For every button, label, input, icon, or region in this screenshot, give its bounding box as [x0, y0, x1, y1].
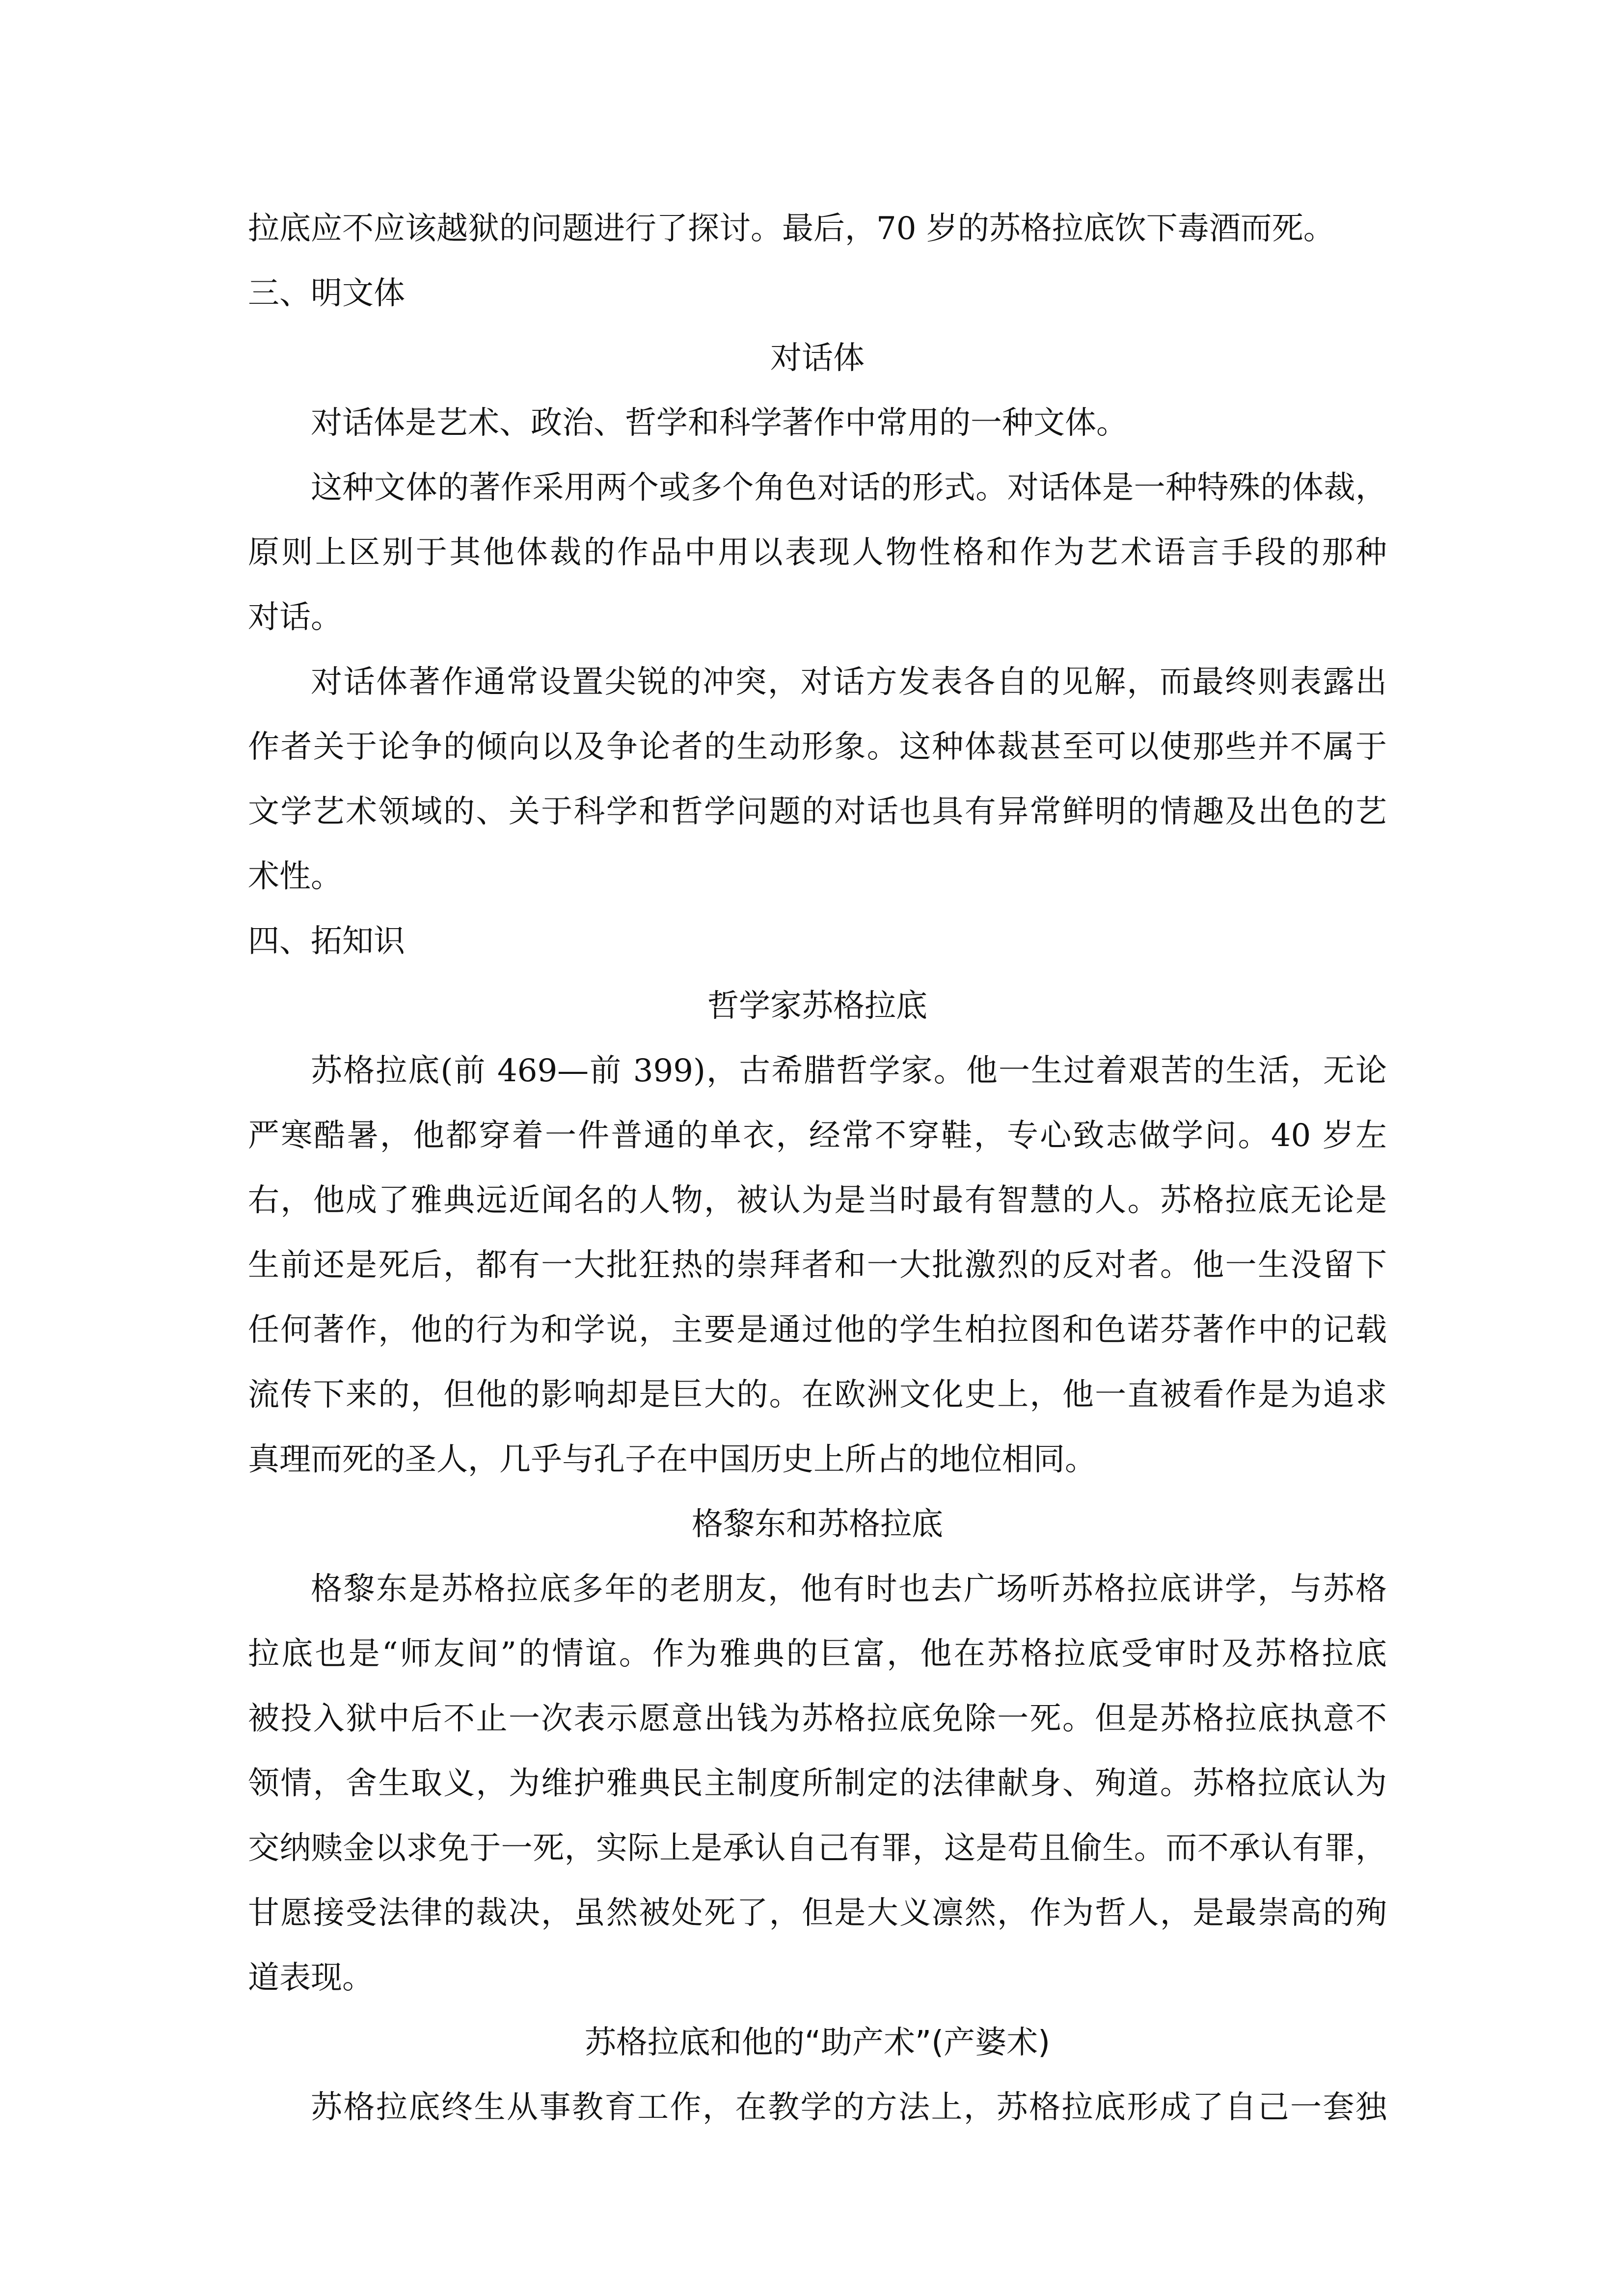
text-line: 原则上区别于其他体裁的作品中用以表现人物性格和作为艺术语言手段的那种: [248, 534, 1387, 571]
text-line: 三、明文体: [248, 275, 405, 312]
text-line: 道表现。: [248, 1960, 374, 1996]
text-line: 这种文体的著作采用两个或多个角色对话的形式。对话体是一种特殊的体裁，: [311, 470, 1387, 506]
text-line: 生前还是死后，都有一大批狂热的崇拜者和一大批激烈的反对者。他一生没留下: [248, 1247, 1387, 1283]
text-line: 作者关于论争的倾向以及争论者的生动形象。这种体裁甚至可以使那些并不属于: [248, 729, 1387, 765]
text-line: 苏格拉底终生从事教育工作，在教学的方法上，苏格拉底形成了自己一套独: [311, 2089, 1387, 2126]
text-line: 严寒酷暑，他都穿着一件普通的单衣，经常不穿鞋，专心致志做学问。40 岁左: [248, 1118, 1387, 1154]
section-heading: 苏格拉底和他的“助产术”(产婆术): [584, 2025, 1051, 2061]
section-heading: 对话体: [770, 340, 865, 376]
text-line: 交纳赎金以求免于一死，实际上是承认自己有罪，这是苟且偷生。而不承认有罪，: [248, 1830, 1387, 1867]
text-line: 真理而死的圣人，几乎与孔子在中国历史上所占的地位相同。: [248, 1442, 1096, 1478]
text-line: 苏格拉底(前 469—前 399)，古希腊哲学家。他一生过着艰苦的生活，无论: [311, 1053, 1387, 1089]
text-line: 对话体著作通常设置尖锐的冲突，对话方发表各自的见解，而最终则表露出: [311, 664, 1387, 700]
text-line: 甘愿接受法律的裁决，虽然被处死了，但是大义凛然，作为哲人，是最崇高的殉: [248, 1895, 1387, 1931]
section-heading: 哲学家苏格拉底: [707, 988, 927, 1024]
text-line: 术性。: [248, 858, 342, 895]
text-line: 流传下来的，但他的影响却是巨大的。在欧洲文化史上，他一直被看作是为追求: [248, 1377, 1387, 1413]
text-line: 对话体是艺术、政治、哲学和科学著作中常用的一种文体。: [311, 405, 1128, 441]
section-heading: 格黎东和苏格拉底: [692, 1506, 943, 1543]
text-line: 四、拓知识: [248, 923, 405, 960]
text-line: 格黎东是苏格拉底多年的老朋友，他有时也去广场听苏格拉底讲学，与苏格: [311, 1571, 1387, 1607]
text-line: 文学艺术领域的、关于科学和哲学问题的对话也具有异常鲜明的情趣及出色的艺: [248, 794, 1387, 830]
text-line: 领情，舍生取义，为维护雅典民主制度所制定的法律献身、殉道。苏格拉底认为: [248, 1765, 1387, 1802]
text-line: 右，他成了雅典远近闻名的人物，被认为是当时最有智慧的人。苏格拉底无论是: [248, 1182, 1387, 1219]
text-line: 对话。: [248, 599, 342, 636]
text-line: 任何著作，他的行为和学说，主要是通过他的学生柏拉图和色诺芬著作中的记载: [248, 1312, 1387, 1348]
text-line: 拉底也是“师友间”的情谊。作为雅典的巨富，他在苏格拉底受审时及苏格拉底: [248, 1636, 1387, 1672]
document-page: [248, 196, 1387, 2140]
text-line: 拉底应不应该越狱的问题进行了探讨。最后，70 岁的苏格拉底饮下毒酒而死。: [248, 211, 1335, 247]
text-line: 被投入狱中后不止一次表示愿意出钱为苏格拉底免除一死。但是苏格拉底执意不: [248, 1701, 1387, 1737]
